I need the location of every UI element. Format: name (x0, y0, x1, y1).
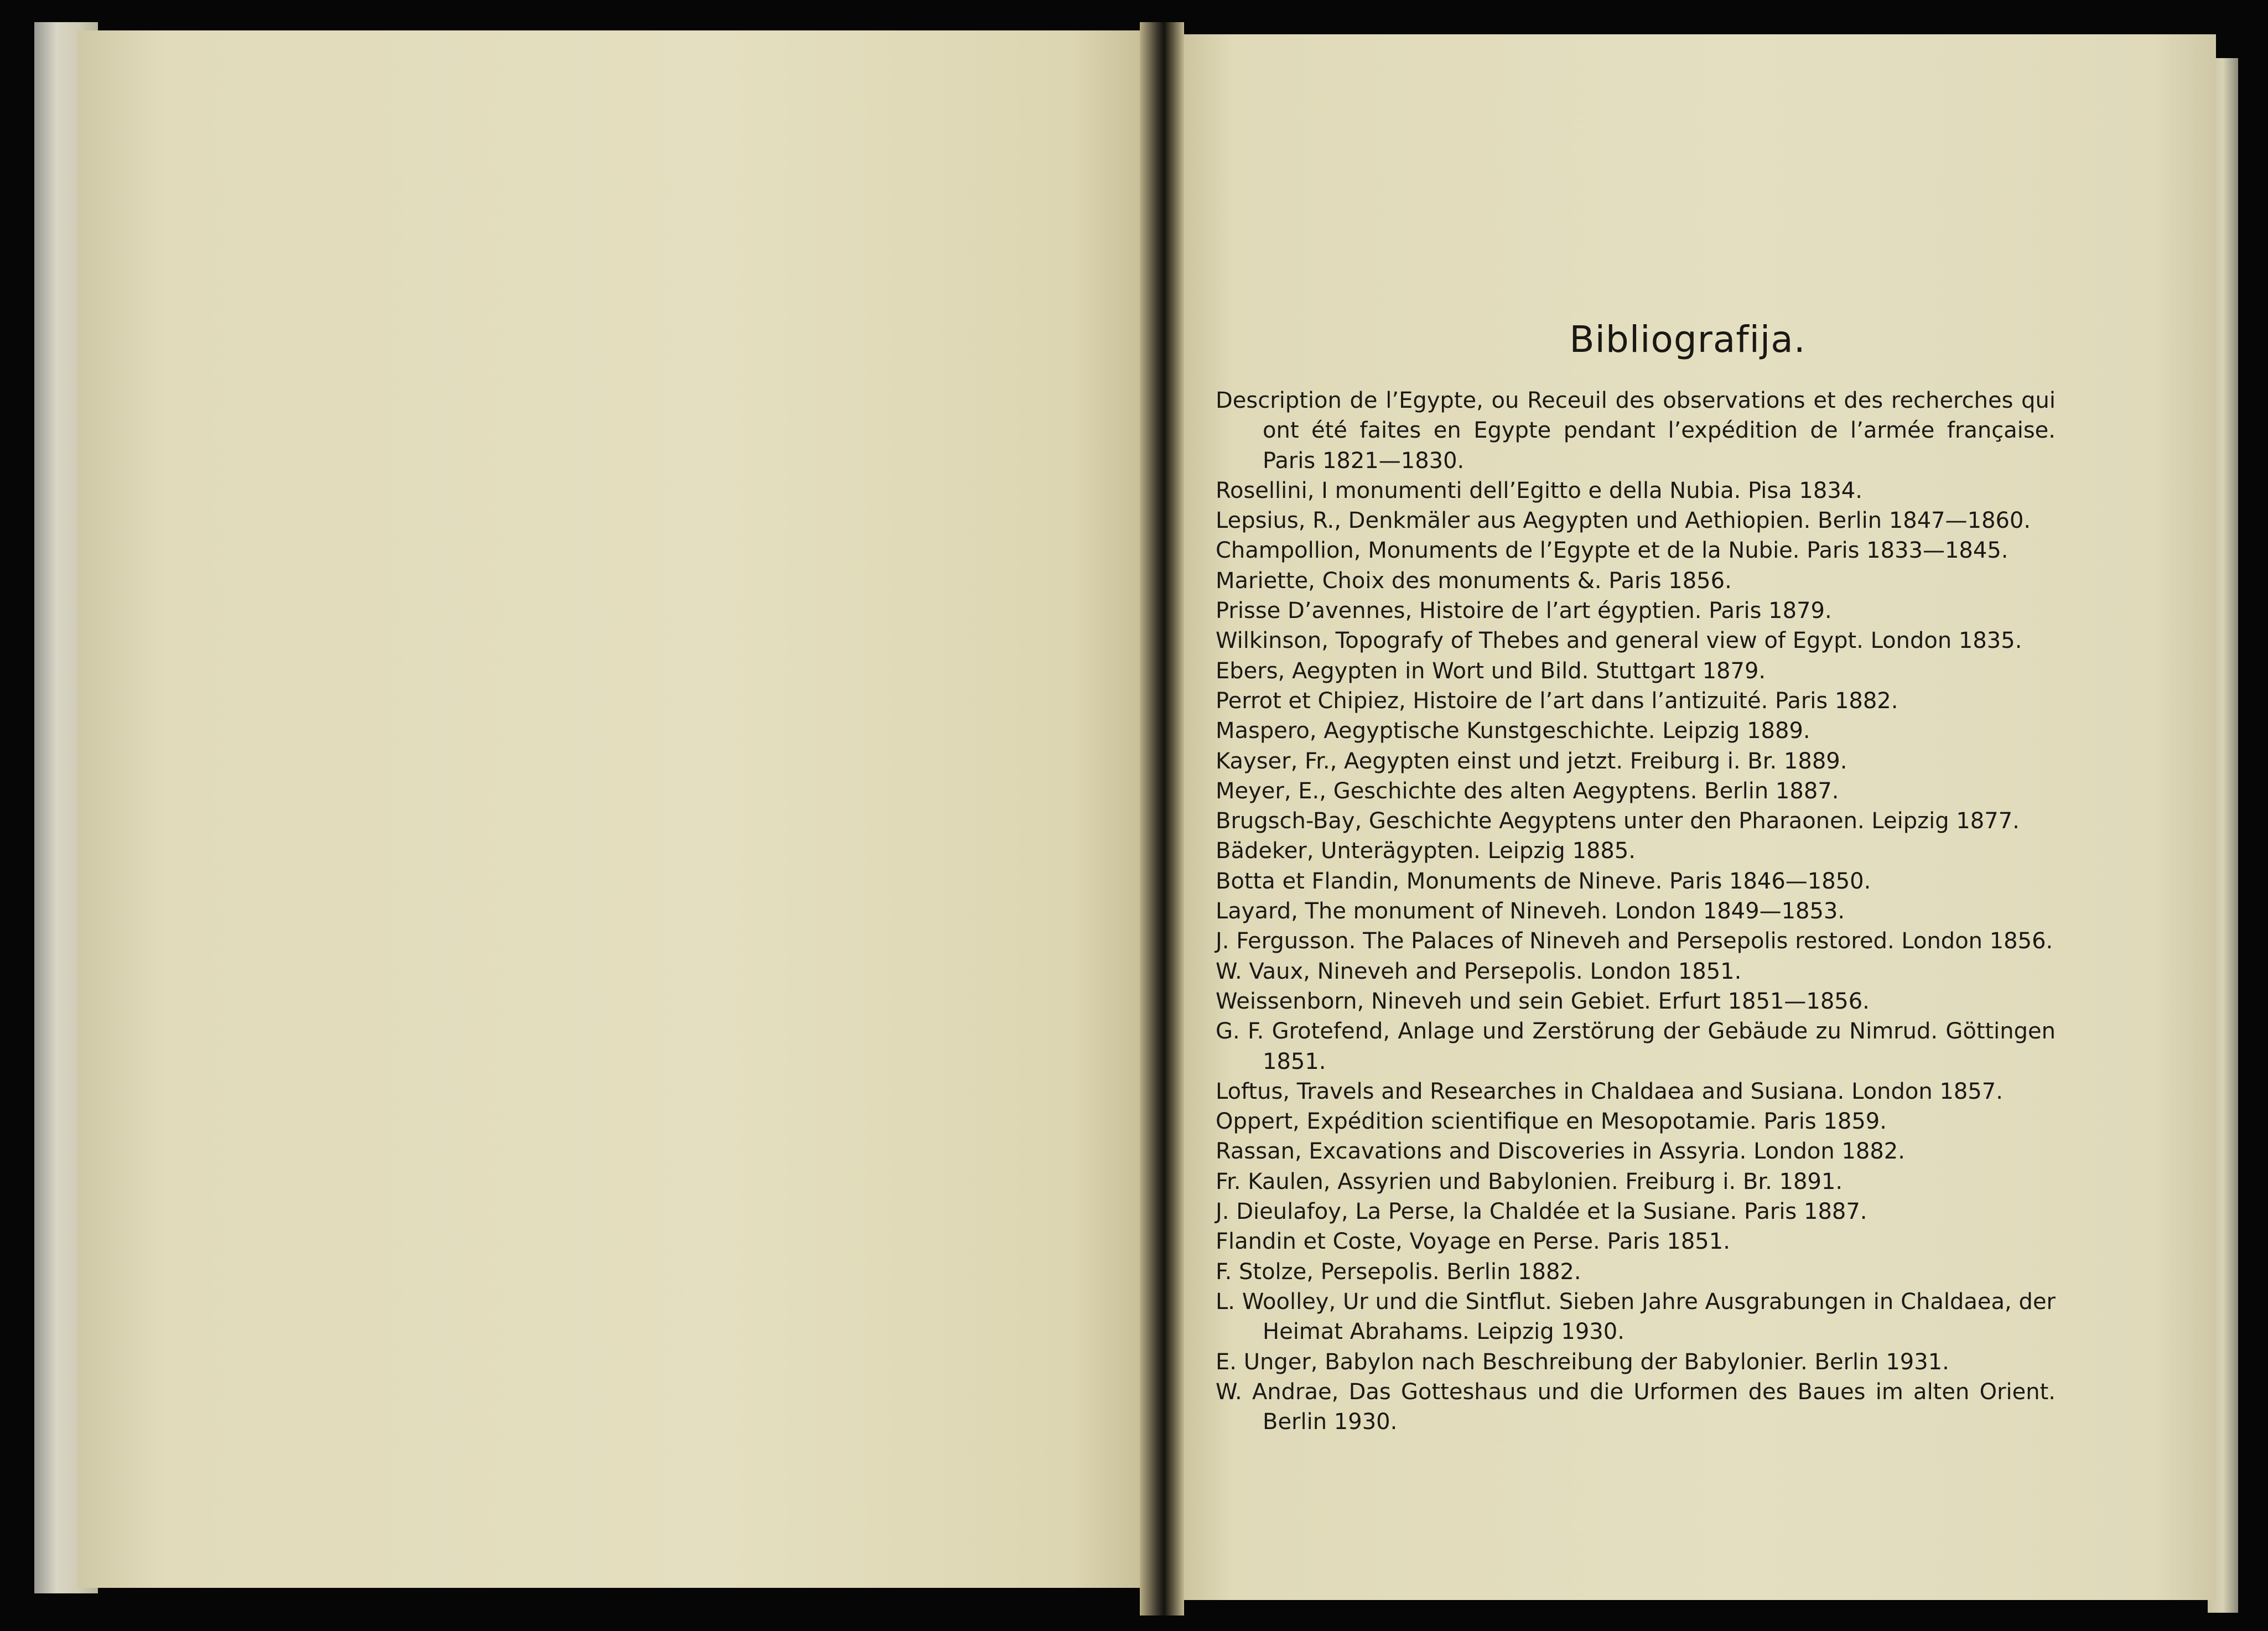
bibliography-entry: Champollion, Monuments de l’Egypte et de la Nubie. Paris 1833—1845. (1216, 538, 2008, 564)
bibliography-entry: Ebers, Aegypten in Wort und Bild. Stuttgart 1879. (1216, 658, 1766, 684)
bibliography-entry: Loftus, Travels and Researches in Chaldaea and Susiana. London 1857. (1216, 1078, 2003, 1104)
bibliography-entry: Lepsius, R., Denkmäler aus Aegypten und Aethiopien. Berlin 1847—1860. (1216, 508, 2031, 534)
bibliography-entry: Meyer, E., Geschichte des alten Aegyptens. Berlin 1887. (1216, 778, 1839, 804)
bibliography-entry: W. Vaux, Nineveh and Persepolis. London 1851. (1216, 958, 1742, 984)
left-page-blank (77, 30, 1156, 1588)
bibliography-list (1216, 386, 2056, 1437)
bibliography-entry: L. Woolley, Ur und die Sintflut. Sieben Jahre Ausgrabungen in Chaldaea, der Heimat Abrahams. Leipzig 1930. (1216, 1289, 2056, 1345)
book-gutter (1140, 22, 1184, 1616)
bibliography-entry: Maspero, Aegyptische Kunstgeschichte. Leipzig 1889. (1216, 718, 1810, 744)
bibliography-entry: Brugsch-Bay, Geschichte Aegyptens unter den Pharaonen. Leipzig 1877. (1216, 808, 2020, 834)
bibliography-entry: Mariette, Choix des monuments &. Paris 1856. (1216, 568, 1732, 594)
bibliography-entry: E. Unger, Babylon nach Beschreibung der Babylonier. Berlin 1931. (1216, 1349, 1949, 1375)
bibliography-entry: Flandin et Coste, Voyage en Perse. Paris 1851. (1216, 1229, 1730, 1255)
bibliography-entry: Botta et Flandin, Monuments de Nineve. Paris 1846—1850. (1216, 868, 1871, 894)
bibliography-entry: J. Dieulafoy, La Perse, la Chaldée et la Susiane. Paris 1887. (1216, 1199, 1867, 1225)
bibliography-entry: W. Andrae, Das Gotteshaus und die Urformen des Baues im alten Orient. Berlin 1930. (1216, 1379, 2056, 1435)
page-title: Bibliografija. (1569, 318, 1806, 361)
bibliography-entry: F. Stolze, Persepolis. Berlin 1882. (1216, 1259, 1581, 1285)
bibliography-entry: J. Fergusson. The Palaces of Nineveh and Persepolis restored. London 1856. (1216, 928, 2053, 954)
bibliography-entry: Weissenborn, Nineveh und sein Gebiet. Erfurt 1851—1856. (1216, 988, 1870, 1014)
bibliography-entry: Perrot et Chipiez, Histoire de l’art dans l’antizuité. Paris 1882. (1216, 688, 1898, 714)
bibliography-entry: Rassan, Excavations and Discoveries in Assyria. London 1882. (1216, 1139, 1905, 1165)
bibliography-entry: Fr. Kaulen, Assyrien und Babylonien. Freiburg i. Br. 1891. (1216, 1168, 1843, 1194)
bibliography-entry: Rosellini, I monumenti dell’Egitto e della Nubia. Pisa 1834. (1216, 477, 1862, 503)
bibliography-entry: G. F. Grotefend, Anlage und Zerstörung der Gebäude zu Nimrud. Göttingen 1851. (1216, 1019, 2056, 1074)
bibliography-entry: Description de l’Egypte, ou Receuil des observations et des recherches qui ont été faites en Egypte pendant l’expédition de l’armée française. Paris 1821—1830. (1216, 388, 2056, 474)
bibliography-entry: Prisse D’avennes, Histoire de l’art égyptien. Paris 1879. (1216, 598, 1832, 624)
bibliography-entry: Oppert, Expédition scientifique en Mesopotamie. Paris 1859. (1216, 1109, 1887, 1135)
bibliography-entry: Wilkinson, Topografy of Thebes and general view of Egypt. London 1835. (1216, 628, 2022, 654)
bibliography-entry: Layard, The monument of Nineveh. London 1849—1853. (1216, 898, 1845, 924)
bibliography-entry: Kayser, Fr., Aegypten einst und jetzt. Freiburg i. Br. 1889. (1216, 748, 1847, 774)
bibliography-entry: Bädeker, Unterägypten. Leipzig 1885. (1216, 838, 1636, 864)
